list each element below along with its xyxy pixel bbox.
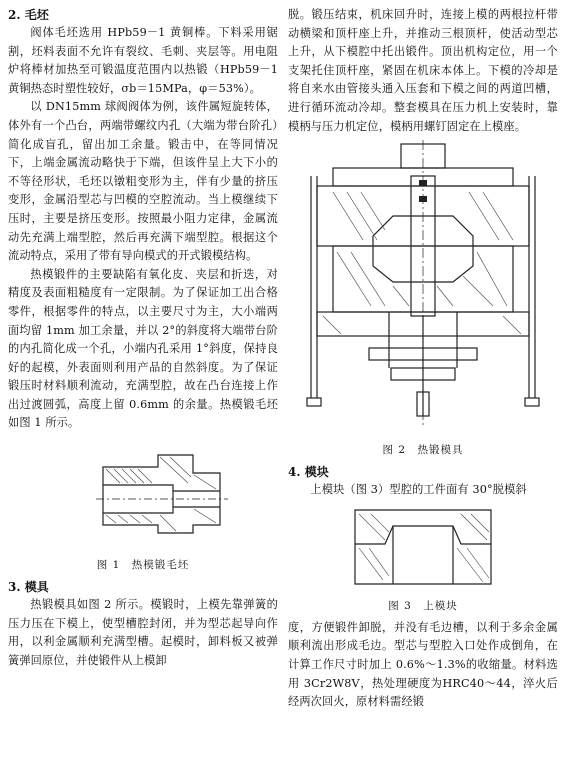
hot-forging-blank-drawing xyxy=(8,433,278,551)
paragraph-material: 度，方便锻件卸脱，并没有毛边槽，以利于多余金属顺利流出形成毛边。型芯与型腔入口处作成倒角，在计算工作尺寸时加上 0.6%～1.3%的收缩量。材料选用 3Cr2W8V，热处理硬度为HRC40～44，淬火后经两次回火，原材料需经锻 xyxy=(288,620,558,709)
paragraph-upper-block: 上模块（图 3）型腔的工件面有 30°脱模斜 xyxy=(310,483,527,497)
hot-forging-die-drawing xyxy=(293,136,553,436)
left-column xyxy=(8,6,278,670)
right-column xyxy=(288,6,558,712)
figure-3 xyxy=(288,500,558,613)
figure-1-caption: 图 1 热模锻毛坯 xyxy=(96,559,190,572)
figure-3-caption: 图 3 上模块 xyxy=(388,599,458,612)
section-4-heading: 4. 模块 xyxy=(288,465,329,480)
paragraph-ejection: 脱。锻压结束，机床回升时，连接上模的两根拉杆带动横梁和顶杆座上升，并推动三根顶杆，使活动型芯上升，从下模腔中托出锻件。顶出机构定位，用一个支架托住顶杆座，紧固在机床本体上。下模的冷却是将自来水由管接头通入压套和下模之间的两道凹槽，进行循环流动冷却。整套模具在压力机上安装时，靠模柄与压力机定位，模柄用螺钉固定在上模座。 xyxy=(288,8,558,133)
figure-1 xyxy=(8,433,278,572)
paragraph-blank-material: 阀体毛坯选用 HPb59－1 黄铜棒。下料采用锯割，坯料表面不允许有裂纹、毛刺、夹层等。用电阻炉将棒材加热至可锻温度范围内以热锻（HPb59－1 黄铜热态时塑性较好，σb＝15MPa，φ＝53%）。 xyxy=(8,26,278,95)
upper-die-block-drawing xyxy=(293,500,553,592)
section-2-heading: 2. 毛坯 xyxy=(8,8,49,22)
paragraph-defects: 热模锻件的主要缺陷有氧化皮、夹层和折迭，对精度及表面粗糙度有一定限制。为了保证加工出合格零件，根据零件的特点，以主要尺寸为主，大小端两面均留 1mm 加工余量，并以 2°的斜度将大端带台阶的内孔简化成一个孔，小端内孔采用 1°斜度，保持良好的起模，外表面则利用产品的自然斜度。为了保证锻压时材料顺利流动，充满型腔，故在凸台连接上作出过渡圆弧，高度上留 0.6mm 的余量。热模锻毛坯如图 1 所示。 xyxy=(8,267,278,430)
paragraph-valve-example: 以 DN15mm 球阀阀体为例，该件属短旋转体，体外有一个凸台，两端带螺纹内孔（大端为带台阶孔）简化成盲孔，留出加工余量。锻击中，在等同情况下，上端金属流动略快于下端，但该件呈上大下小的不等径形状，毛坯以镦粗变形为主，伴有少量的挤压变形，金属沿型芯与凹模的空腔流动。当上模继续下压时，主要是挤压变形。按照最小阻力定律，金属流动先充满上端型腔，然后再充满下端型腔。根据这个流动特点，采用了带有导向模式的开式锻模结构。 xyxy=(8,100,278,263)
section-3-heading: 3. 模具 xyxy=(8,580,49,595)
paragraph-die: 热锻模具如图 2 所示。模锻时，上模先靠弹簧的压力压在下模上，使型槽腔封闭，并为型芯起导向作用，以利金属顺利充满型槽。起模时，卸料板又被弹簧弹回原位，并使锻件从上模卸 xyxy=(8,598,278,667)
figure-2 xyxy=(288,136,558,457)
figure-2-caption: 图 2 热锻模具 xyxy=(382,444,464,457)
